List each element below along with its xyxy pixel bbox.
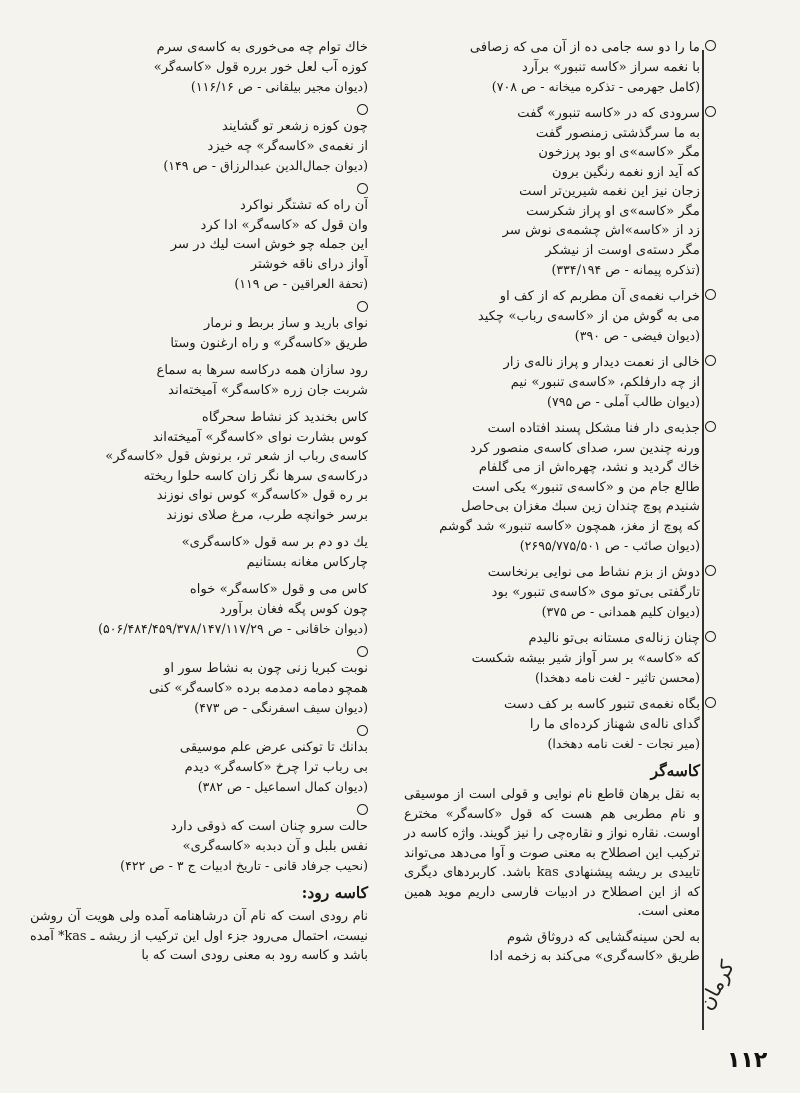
verse-line: خاك توام چه می‌خوری به کاسه‌ی سرم xyxy=(156,40,368,55)
verse-line: خراب نغمه‌ی آن مطربم که از کف او xyxy=(499,289,700,304)
poem-entry xyxy=(30,646,368,717)
verse-line: رود سازان همه درکاسه سرها به سماع xyxy=(156,363,368,378)
verse-line: بی رباب ترا چرخ «کاسه‌گر» دیدم xyxy=(184,759,368,775)
circle-marker-icon xyxy=(705,355,716,366)
verse-line: تارگفتی بی‌تو موی «کاسه‌ی تنبور» بود xyxy=(491,584,700,600)
poem-entry xyxy=(30,533,368,572)
source-citation: (دیوان صائب - ص ۲۶۹۵/۷۷۵/۵۰۱) xyxy=(519,538,700,553)
section-heading: کاسه رود: xyxy=(301,883,368,902)
right-column xyxy=(404,38,700,967)
verse-line: ورنه چندین سر، صدای کاسه‌ی منصور کرد xyxy=(470,440,700,456)
verse-line: کوس بشارت نوای «کاسه‌گر» آمیخته‌اند xyxy=(152,429,368,445)
source-citation: (دیوان کمال اسماعیل - ص ۳۸۲) xyxy=(197,779,368,794)
verse-line: که آید ازو نغمه رنگین برون xyxy=(551,164,700,180)
circle-marker-icon xyxy=(705,565,716,576)
circle-marker-icon xyxy=(705,40,716,51)
verse-line: چون کوس پگه فغان برآورد xyxy=(219,601,368,617)
poem-entry xyxy=(30,408,368,525)
poem-entry xyxy=(404,695,700,753)
left-column xyxy=(30,38,368,966)
verse-line: نفس بلبل و آن دبدبه «کاسه‌گری» xyxy=(182,838,368,854)
verse-line: طالع جام من و «کاسه‌ی تنبور» یکی است xyxy=(472,479,700,495)
poem-entry xyxy=(404,563,700,621)
poem-entry xyxy=(30,580,368,638)
verse-line: حالت سرو چنان است که ذوقی دارد xyxy=(170,819,368,834)
verse-line: خالی از نعمت دیدار و پراز ناله‌ی زار xyxy=(503,355,700,370)
verse-line: وان قول که «کاسه‌گر» ادا کرد xyxy=(200,217,368,233)
verse-line: می به گوش من از «کاسه‌ی رباب» چکید xyxy=(477,308,700,324)
verse-line: شربت جان زره «کاسه‌گر» آمیخته‌اند xyxy=(168,382,368,398)
source-citation: (دیوان طالب آملی - ص ۷۹۵) xyxy=(547,394,700,409)
verse-line: مگر «کاسه»ی او پراز شکرست xyxy=(526,203,700,219)
verse-line: از نغمه‌ی «کاسه‌گر» چه خیزد xyxy=(207,138,368,154)
verse-line: چون کوزه زشعر تو گشایند xyxy=(222,119,368,134)
kerman-logo: کرمان xyxy=(693,956,740,1014)
verse-line: جذبه‌ی دار فنا مشکل پسند افتاده است xyxy=(487,421,700,436)
section-heading: کاسه‌گر xyxy=(650,761,700,780)
verse-line: مگر دسته‌ی اوست از نیشکر xyxy=(545,242,700,258)
verse-line: زد از «کاسه»اش چشمه‌ی نوش سر xyxy=(502,223,700,238)
verse-line: مگر «کاسه»ی او بود پرزخون xyxy=(538,145,700,160)
source-citation: (تحفة العراقین - ص ۱۱۹) xyxy=(234,276,368,291)
poem-entry xyxy=(404,287,700,345)
verse-line: طریق «کاسه‌گری» می‌کند به زخمه ادا xyxy=(489,949,700,964)
source-citation: (دیوان کلیم همدانی - ص ۳۷۵) xyxy=(541,604,700,619)
verse-line: بر ره قول «کاسه‌گر» کوس نوای نوزند xyxy=(156,488,368,503)
circle-marker-icon xyxy=(705,289,716,300)
poem-entry xyxy=(404,38,700,96)
verse-line: این جمله چو خوش است لیك در سر xyxy=(170,237,368,252)
source-citation: (محسن تاثیر - لغت نامه دهخدا) xyxy=(535,670,700,685)
column-rule xyxy=(702,50,704,1030)
circle-marker-icon xyxy=(357,104,368,115)
circle-marker-icon xyxy=(705,421,716,432)
circle-marker-icon xyxy=(357,183,368,194)
verse-line: سرودی که در «کاسه تنبور» گفت xyxy=(517,106,700,121)
section-paragraph: نام رودی است که نام آن درشاهنامه آمده ولی هویت آن روشن نیست، احتمال می‌رود جزء اول این ترکیب از ریشه ـ kas* آمده باشد و کاسه رود به معنی رودی است که با xyxy=(30,909,368,963)
source-citation: (دیوان فیضی - ص ۳۹۰) xyxy=(574,328,700,343)
source-citation: (دیوان مجیر بیلقانی - ص ۱۱۶/۱۶) xyxy=(190,79,368,94)
verse-line: چارکاس مغانه بستانیم xyxy=(246,554,368,570)
poem-entry xyxy=(30,804,368,875)
poem-entry xyxy=(404,104,700,279)
verse-line: از چه دارفلکم، «کاسه‌ی تنبور» نیم xyxy=(510,374,700,390)
circle-marker-icon xyxy=(357,646,368,657)
source-citation: (میر نجات - لغت نامه دهخدا) xyxy=(547,736,700,751)
verse-line: خاك گردید و نشد، چهره‌اش از می گلفام xyxy=(478,460,700,475)
verse-line: چنان زناله‌ی مستانه بی‌تو نالیدم xyxy=(528,631,700,646)
source-citation: (تذکره پیمانه - ص ۳۳۴/۱۹۴) xyxy=(551,262,700,277)
verse-line: زجان نیز این نغمه شیرین‌تر است xyxy=(519,184,700,199)
verse-line: که پوچ از مغز، همچون «کاسه تنبور» شد گوشم xyxy=(439,518,700,534)
verse-line: طریق «کاسه‌گر» و راه ارغنون وستا xyxy=(170,335,368,351)
verse-line: دوش از بزم نشاط می نوایی برنخاست xyxy=(487,565,700,580)
circle-marker-icon xyxy=(705,697,716,708)
verse-line: آواز درای ناقه خوشتر xyxy=(250,256,368,272)
source-citation: (کامل جهرمی - تذکره میخانه - ص ۷۰۸) xyxy=(491,79,700,94)
verse-line: که «کاسه» بر سر آواز شیر بیشه شکست xyxy=(471,650,700,666)
source-citation: (دیوان خاقانی - ص ۵۰۶/۴۸۴/۴۵۹/۳۷۸/۱۴۷/۱۱۷/۲۹) xyxy=(98,621,368,636)
verse-line: به لحن سینه‌گشایی که دروثاق شوم xyxy=(507,929,700,945)
circle-marker-icon xyxy=(705,106,716,117)
source-citation: (دیوان جمال‌الدین عبدالرزاق - ص ۱۴۹) xyxy=(163,158,368,173)
verse-line: برسر خوانچه طرب، مرغ صلای نوزند xyxy=(166,507,368,523)
poem-entry xyxy=(30,104,368,175)
poem-entry xyxy=(30,38,368,96)
circle-marker-icon xyxy=(357,725,368,736)
verse-line: بدانك تا توکنی عرض علم موسیقی xyxy=(179,740,368,755)
poem-entry xyxy=(404,629,700,687)
poem-entry xyxy=(30,361,368,400)
verse-line: نوای بارید و ساز بربط و نرمار xyxy=(204,316,368,331)
verse-line: یك دو دم بر سه قول «کاسه‌گری» xyxy=(181,535,368,550)
poem-entry xyxy=(404,419,700,555)
section-paragraph: به نقل برهان قاطع نام نوایی و قولی است از موسیقی و نام مطربی هم هست که قول «کاسه‌گر» مخترع اوست. نقاره نواز و نقاره‌چی را نیز گویند. واژه کاسه در ترکیب این اصطلاح به معنی صوت و آوا می‌دهد می‌تواند تاییدی بر ریشه پیشنهادی kas باشد. کاربردهای دیگری که از این اصطلاح در ادبیات فارسی داریم موید همین معنی است. xyxy=(404,787,700,919)
circle-marker-icon xyxy=(357,301,368,312)
source-citation: (نحیب جرفاد قانی - تاریخ ادبیات ج ۳ - ص ۴۲۲) xyxy=(120,858,368,873)
verse-line: با نغمه سراز «کاسه تنبور» برآرد xyxy=(522,59,700,75)
poem-entry xyxy=(404,353,700,411)
page-number: ۱۱۲ xyxy=(727,1048,768,1073)
verse-line: ما را دو سه جامی ده از آن می که زصافی xyxy=(469,40,700,55)
verse-line: کاس بخندید کز نشاط سحرگاه xyxy=(201,410,368,425)
circle-marker-icon xyxy=(357,804,368,815)
verse-line: بگاه نغمه‌ی تنبور کاسه بر کف دست xyxy=(503,697,700,712)
verse-line: درکاسه‌ی سرها نگر زان کاسه حلوا ریخته xyxy=(143,468,368,484)
verse-line: گدای ناله‌ی شهناز کرده‌ای ما را xyxy=(529,716,700,732)
source-citation: (دیوان سیف اسفرنگی - ص ۴۷۳) xyxy=(194,700,368,715)
verse-line: کاس می و قول «کاسه‌گر» خواه xyxy=(189,582,368,597)
verse-line: کاسه‌ی رباب از شعر تر، برنوش قول «کاسه‌گر» xyxy=(105,449,368,464)
poem-entry xyxy=(30,301,368,353)
verse-line: همچو دمامه دمدمه برده «کاسه‌گر» کنی xyxy=(148,680,368,696)
circle-marker-icon xyxy=(705,631,716,642)
poem-entry xyxy=(30,183,368,293)
verse-line: شنیدم پوچ چندان زین سبك مغزان بی‌حاصل xyxy=(461,499,700,514)
verse-line: به ما سرگذشتی زمنصور گفت xyxy=(535,125,700,141)
verse-line: نوبت کبریا زنی چون به نشاط سور او xyxy=(163,661,368,676)
verse-line: آن راه که تشتگر نواکرد xyxy=(240,198,368,213)
verse-line: کوزه آب لعل خور برره قول «کاسه‌گر» xyxy=(153,59,368,75)
poem-entry xyxy=(30,725,368,796)
